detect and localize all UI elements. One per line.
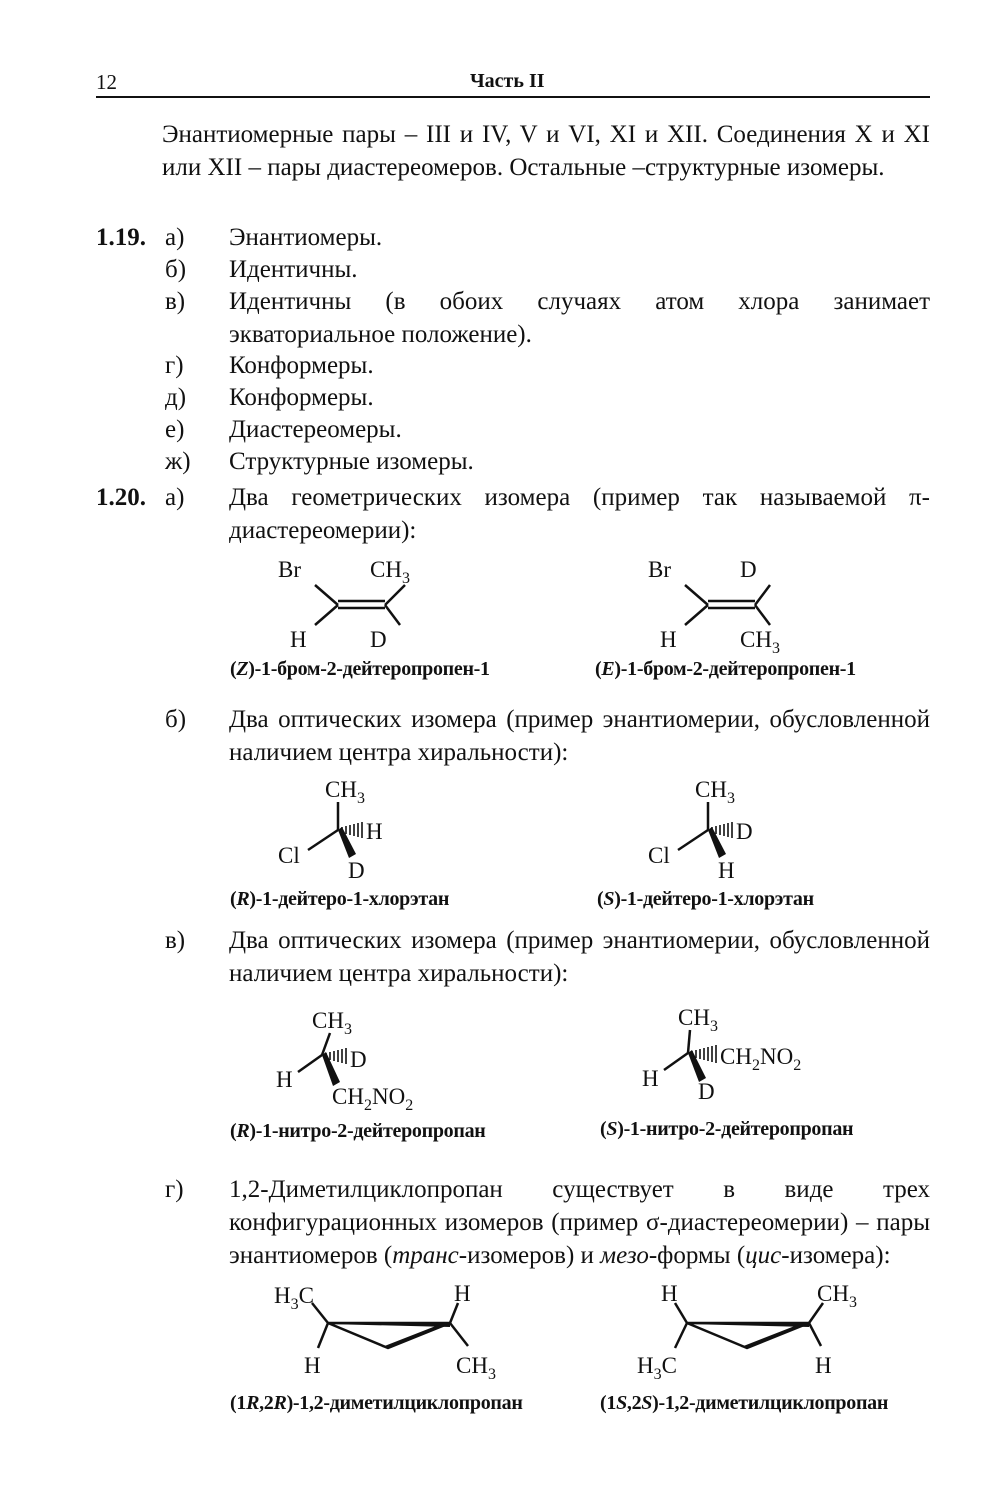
answer-text: 1,2-Диметилциклопропан существует в виде трех конфигурационных изомеров (пример σ-диастереомерии) – пары энантиомеров (транс-изомеров) и мезо-формы (цис-изомера): — [229, 1176, 930, 1269]
answer-letter: а) — [165, 224, 185, 251]
atom-label: D — [348, 858, 365, 882]
atom-label: H — [290, 627, 307, 652]
s-nitropropane-caption: (S)-1-нитро-2-дейтеропропан — [600, 1118, 854, 1140]
page-number: 12 — [96, 70, 117, 94]
header-rule — [96, 96, 930, 98]
atom-label: $CH_3$ — [325, 777, 365, 807]
atom-label: $CH_3$ — [370, 557, 410, 587]
s-chloroethane-structure — [640, 772, 790, 882]
atom-label: H — [815, 1353, 832, 1378]
atom-label: D — [370, 627, 387, 652]
atom-label: $CH_2NO_2$ — [720, 1044, 802, 1074]
atom-label: $H_3C$ — [637, 1353, 677, 1383]
atom-label: $CH_3$ — [312, 1008, 352, 1038]
trans-cyclopropane-caption: (1R,2R)-1,2-диметилциклопропан — [230, 1392, 523, 1414]
answer-letter: е) — [165, 416, 185, 443]
trans-cyclopropane-enantiomer-structure — [625, 1278, 875, 1388]
e-isomer-caption: (E)-1-бром-2-дейтеропропен-1 — [595, 658, 856, 680]
atom-label: $H_3C$ — [274, 1283, 314, 1313]
atom-label: H — [304, 1353, 321, 1378]
s-chloroethane-caption: (S)-1-дейтеро-1-хлорэтан — [597, 888, 814, 910]
r-chloroethane-structure — [270, 772, 420, 882]
trans-cyclopropane-structure — [270, 1278, 520, 1388]
atom-label: D — [740, 557, 757, 582]
atom-label: D — [736, 819, 753, 844]
atom-label: $CH_3$ — [740, 627, 780, 655]
atom-label: $CH_3$ — [456, 1353, 496, 1383]
answer-letter: г) — [165, 1176, 184, 1203]
r-nitropropane-caption: (R)-1-нитро-2-дейтеропропан — [230, 1120, 486, 1142]
atom-label: Br — [648, 557, 671, 582]
answer-text: Конформеры. — [229, 384, 374, 411]
atom-label: $CH_3$ — [678, 1005, 718, 1035]
atom-label: D — [350, 1047, 367, 1072]
answer-letter: а) — [165, 484, 185, 511]
atom-label: Cl — [648, 843, 670, 868]
atom-label: Br — [278, 557, 301, 582]
answer-text: Конформеры. — [229, 352, 374, 379]
atom-label: $CH_2NO_2$ — [332, 1084, 414, 1114]
intro-paragraph: Энантиомерные пары – III и IV, V и VI, XI и XII. Соединения X и XI или XII – пары диастереомеров. Остальные –структурные изомеры. — [162, 121, 930, 181]
atom-label: Cl — [278, 843, 300, 868]
answer-text: Структурные изомеры. — [229, 448, 474, 475]
z-isomer-caption: (Z)-1-бром-2-дейтеропропен-1 — [230, 658, 490, 680]
atom-label: D — [698, 1079, 715, 1104]
answer-text: Два оптических изомера (пример энантиомерии, обусловленной наличием центра хиральности): — [229, 927, 930, 987]
atom-label: H — [642, 1066, 659, 1091]
r-nitropropane-structure — [270, 1000, 460, 1115]
s-nitropropane-structure — [640, 998, 830, 1108]
answer-text: Идентичны. — [229, 256, 358, 283]
answer-letter: б) — [165, 706, 187, 733]
atom-label: H — [660, 627, 677, 652]
answer-text: Идентичны (в обоих случаях атом хлора занимает экваториальное положение). — [229, 288, 930, 348]
atom-label: $CH_3$ — [817, 1281, 857, 1311]
answer-letter: в) — [165, 927, 186, 954]
answer-text: Диастереомеры. — [229, 416, 402, 443]
answer-text: Два геометрических изомера (пример так называемой π-диастереомерии): — [229, 484, 930, 544]
answer-letter: г) — [165, 352, 184, 379]
atom-label: H — [718, 858, 735, 882]
answer-letter: ж) — [165, 448, 191, 475]
atom-label: $CH_3$ — [695, 777, 735, 807]
atom-label: H — [454, 1281, 471, 1306]
z-isomer-structure — [270, 550, 440, 655]
e-isomer-structure — [640, 550, 810, 655]
answer-letter: в) — [165, 288, 186, 315]
running-header: Часть II — [470, 70, 545, 92]
atom-label: H — [661, 1281, 678, 1306]
atom-label: H — [366, 819, 383, 844]
trans-cyclopropane-enantiomer-caption: (1S,2S)-1,2-диметилциклопропан — [600, 1392, 889, 1414]
problem-number-1-20: 1.20. — [96, 484, 146, 511]
atom-label: H — [276, 1067, 293, 1092]
r-chloroethane-caption: (R)-1-дейтеро-1-хлорэтан — [230, 888, 450, 910]
problem-number-1-19: 1.19. — [96, 224, 146, 251]
answer-text: Энантиомеры. — [229, 224, 383, 251]
answer-letter: д) — [165, 384, 187, 411]
answer-text: Два оптических изомера (пример энантиомерии, обусловленной наличием центра хиральности): — [229, 706, 930, 766]
answer-letter: б) — [165, 256, 187, 283]
